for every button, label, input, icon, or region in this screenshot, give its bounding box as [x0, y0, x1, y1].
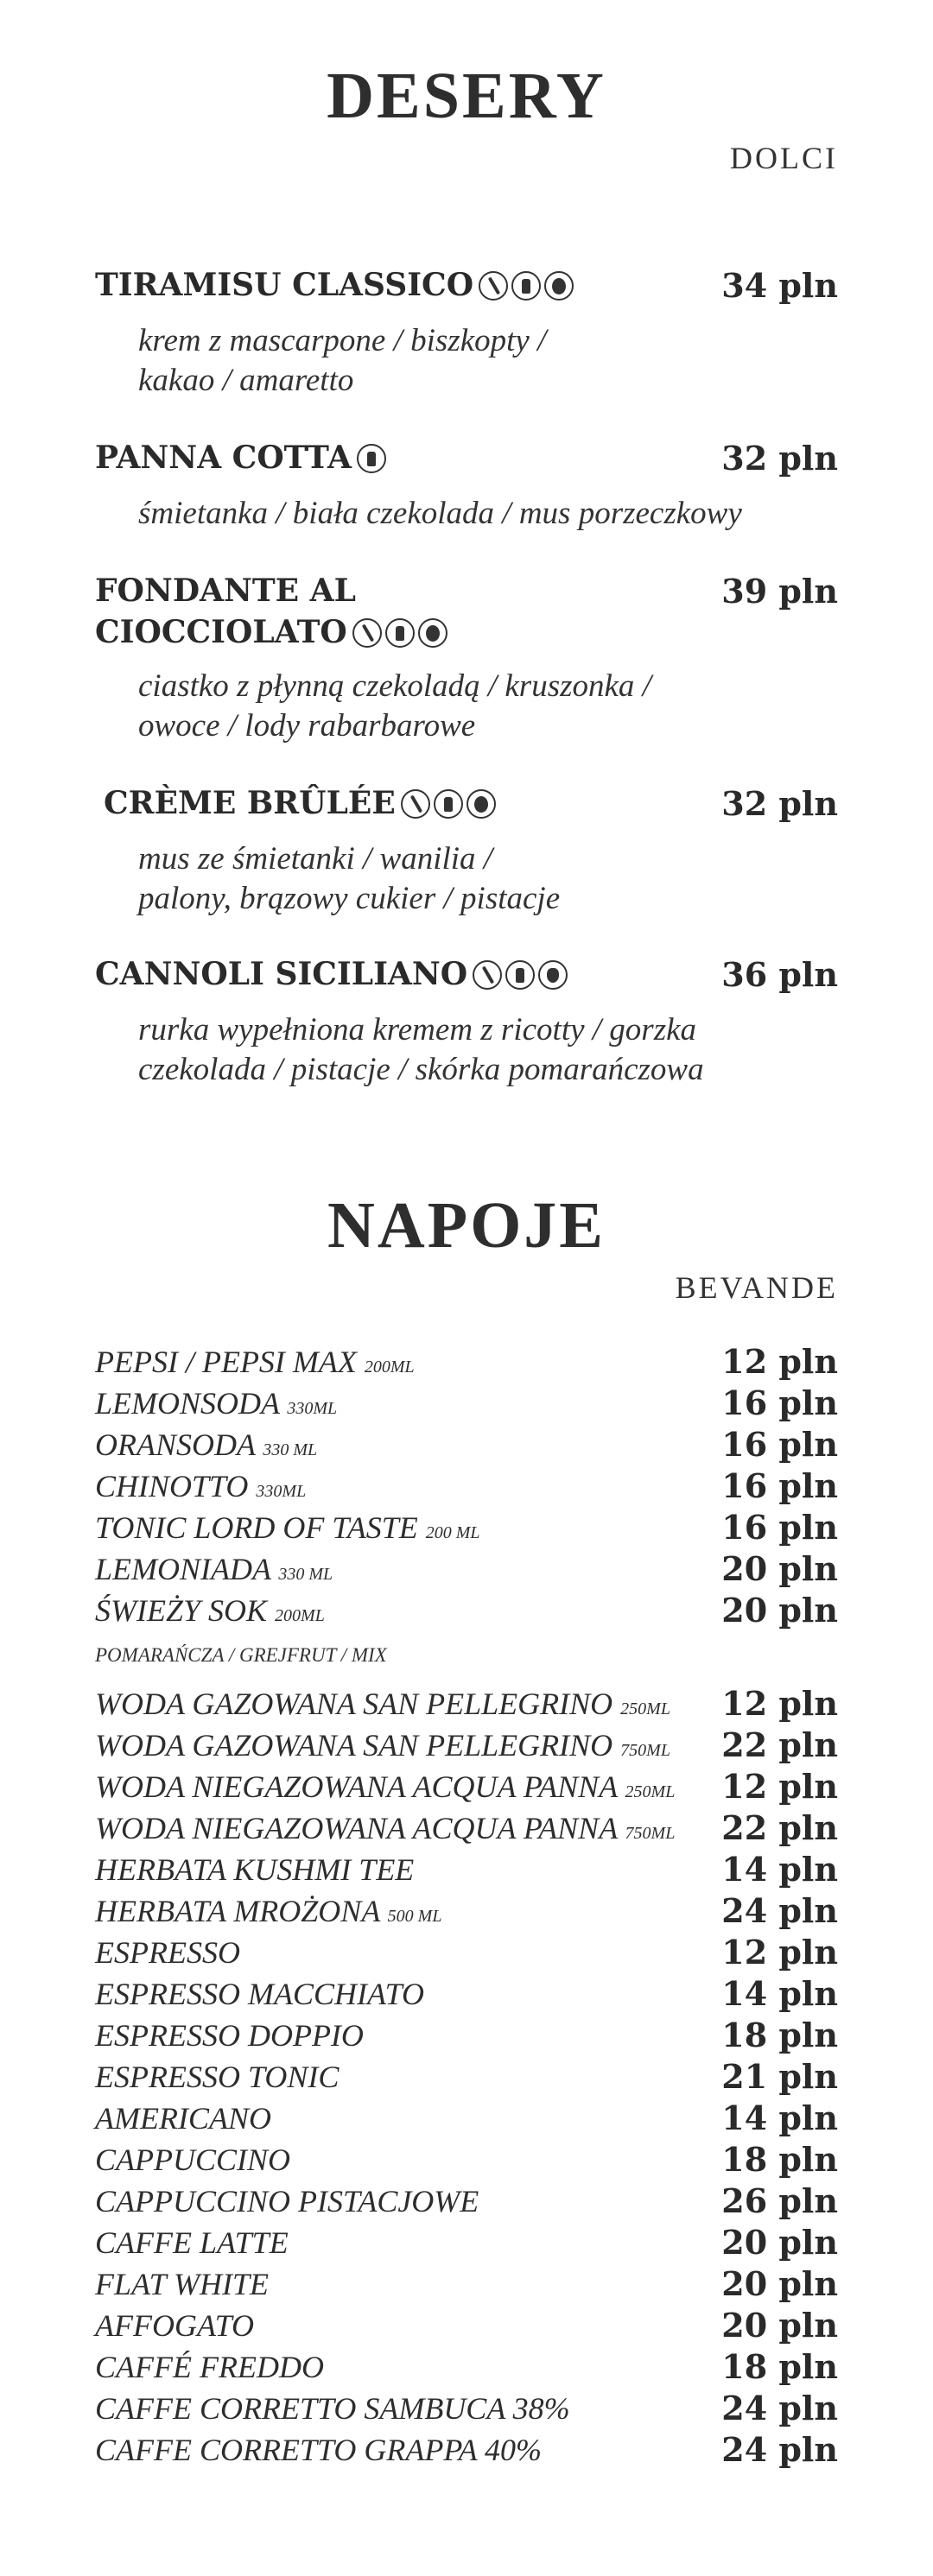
drink-price: 22 pln	[721, 1808, 838, 1847]
drink-label: WODA GAZOWANA SAN PELLEGRINO	[95, 1687, 613, 1721]
drink-label: LEMONIADA	[95, 1552, 271, 1586]
drink-name	[95, 2432, 542, 2468]
drink-name	[95, 2100, 271, 2136]
drink-volume: 250ML	[625, 1782, 676, 1801]
desery-subtitle: DOLCI	[730, 141, 838, 175]
juice-note: POMARAŃCZA / GREJFRUT / MIX	[95, 1644, 387, 1666]
dessert-description: krem z mascarpone / biszkopty / kakao / amaretto	[138, 323, 547, 398]
drink-price: 20 pln	[721, 1591, 838, 1630]
gluten-icon	[473, 960, 502, 990]
egg-icon	[466, 789, 496, 819]
drink-name	[95, 1686, 670, 1722]
drink-price: 16 pln	[721, 1425, 838, 1464]
napoje-subtitle: BEVANDE	[675, 1270, 838, 1305]
drink-volume: 330 ML	[278, 1565, 333, 1584]
drink-label: WODA GAZOWANA SAN PELLEGRINO	[95, 1728, 613, 1763]
dessert-price: 36 pln	[721, 955, 838, 994]
drink-name	[95, 1727, 670, 1763]
drink-price: 18 pln	[721, 2140, 838, 2179]
egg-icon	[544, 271, 574, 301]
dessert-name: TIRAMISU CLASSICO	[95, 264, 574, 306]
dessert-description: rurka wypełniona kremem z ricotty / gorzka czekolada / pistacje / skórka pomarańczowa	[138, 1012, 704, 1087]
dessert-price: 39 pln	[721, 572, 838, 611]
drink-name	[95, 1344, 415, 1380]
nut-icon	[538, 960, 568, 990]
drink-volume: 330ML	[287, 1399, 338, 1418]
drink-name	[95, 2266, 269, 2302]
drink-volume: 200 ML	[425, 1523, 480, 1542]
drink-label: CAPPUCCINO PISTACJOWE	[95, 2184, 479, 2218]
drink-volume: 250ML	[620, 1699, 670, 1718]
drink-name	[95, 1385, 337, 1421]
drink-price: 24 pln	[721, 2389, 838, 2427]
drink-label: CAFFE LATTE	[95, 2225, 289, 2260]
drink-label: ESPRESSO	[95, 1935, 240, 1970]
drink-price: 16 pln	[721, 1508, 838, 1547]
drink-label: CAFFE CORRETTO SAMBUCA 38%	[95, 2391, 570, 2426]
drink-price: 21 pln	[721, 2057, 838, 2096]
drink-label: ESPRESSO MACCHIATO	[95, 1977, 424, 2011]
dessert-description: mus ze śmietanki / wanilia / palony, brązowy cukier / pistacje	[138, 841, 561, 916]
dessert-name: CANNOLI SICILIANO	[95, 953, 568, 995]
drink-price: 12 pln	[721, 1767, 838, 1806]
desery-title: DESERY	[327, 60, 606, 132]
drink-price: 12 pln	[721, 1933, 838, 1972]
drink-name	[95, 2059, 339, 2095]
drink-price: 20 pln	[721, 2264, 838, 2303]
dessert-price: 32 pln	[721, 439, 838, 478]
milk-icon	[434, 789, 463, 819]
egg-icon	[418, 618, 447, 648]
drink-price: 20 pln	[721, 2306, 838, 2345]
drink-label: ŚWIEŻY SOK	[95, 1593, 268, 1628]
drink-price: 12 pln	[721, 1684, 838, 1723]
drink-name	[95, 2349, 324, 2385]
drink-label: CAFFÉ FREDDO	[95, 2350, 324, 2384]
gluten-icon	[479, 271, 508, 301]
dessert-name: CRÈME BRÛLÉE	[104, 782, 496, 824]
dessert-price: 34 pln	[721, 266, 838, 305]
milk-icon	[511, 271, 541, 301]
drink-label: ESPRESSO TONIC	[95, 2060, 340, 2094]
gluten-icon	[352, 618, 382, 648]
drink-name	[95, 1810, 675, 1846]
drink-price: 24 pln	[721, 2430, 838, 2469]
drink-volume: 330ML	[256, 1482, 307, 1501]
drink-label: AFFOGATO	[95, 2308, 254, 2343]
drink-name	[95, 2017, 364, 2054]
drink-price: 24 pln	[721, 1891, 838, 1930]
drink-label: FLAT WHITE	[95, 2267, 270, 2301]
drink-name	[95, 2307, 254, 2344]
drink-name	[95, 1551, 333, 1587]
drink-label: WODA NIEGAZOWANA ACQUA PANNA	[95, 1811, 618, 1845]
milk-icon	[357, 444, 386, 473]
drink-label: PEPSI / PEPSI MAX	[95, 1345, 357, 1379]
napoje-title: NAPOJE	[327, 1189, 606, 1262]
drink-volume: 330 ML	[263, 1440, 318, 1459]
drink-name	[95, 2225, 289, 2261]
drink-label: TONIC LORD OF TASTE	[95, 1510, 418, 1545]
drink-name	[95, 1851, 414, 1888]
drink-price: 16 pln	[721, 1466, 838, 1505]
drink-label: CAFFE CORRETTO GRAPPA 40%	[95, 2433, 542, 2467]
dessert-description: ciastko z płynną czekoladą / kruszonka / owoce / lody rabarbarowe	[138, 668, 651, 744]
dessert-name: PANNA COTTA	[95, 437, 386, 478]
dessert-name: FONDANTE AL CIOCCIOLATO	[95, 570, 447, 653]
dessert-description: śmietanka / biała czekolada / mus porzeczkowy	[138, 496, 742, 531]
drink-price: 18 pln	[721, 2347, 838, 2386]
drink-name	[95, 1976, 424, 2012]
drink-label: CHINOTTO	[95, 1469, 249, 1503]
gluten-icon	[401, 789, 430, 819]
drink-price: 16 pln	[721, 1383, 838, 1422]
drink-name	[95, 1934, 240, 1971]
drink-price: 14 pln	[721, 1850, 838, 1889]
drink-name	[95, 1592, 325, 1629]
drink-label: HERBATA KUSHMI TEE	[95, 1852, 415, 1887]
drink-price: 26 pln	[721, 2181, 838, 2220]
drink-price: 20 pln	[721, 2223, 838, 2262]
drink-volume: 200ML	[364, 1358, 415, 1377]
drink-price: 12 pln	[721, 1342, 838, 1381]
milk-icon	[505, 960, 535, 990]
drink-label: ESPRESSO DOPPIO	[95, 2018, 364, 2053]
drink-price: 14 pln	[721, 2098, 838, 2137]
drink-name	[95, 2390, 570, 2427]
drink-price: 18 pln	[721, 2016, 838, 2054]
drink-name	[95, 2183, 479, 2219]
milk-icon	[385, 618, 415, 648]
drink-label: LEMONSODA	[95, 1386, 280, 1421]
drink-label: CAPPUCCINO	[95, 2142, 291, 2177]
dessert-price: 32 pln	[721, 784, 838, 823]
drink-label: HERBATA MROŻONA	[95, 1894, 380, 1928]
drink-volume: 200ML	[275, 1606, 325, 1625]
drink-name	[95, 1893, 441, 1929]
drink-volume: 750ML	[625, 1824, 676, 1843]
drink-price: 22 pln	[721, 1725, 838, 1764]
drink-name	[95, 2142, 290, 2178]
drink-name	[95, 1510, 480, 1546]
drink-price: 14 pln	[721, 1974, 838, 2013]
drink-label: ORANSODA	[95, 1427, 256, 1462]
drink-name	[95, 1468, 306, 1504]
drink-volume: 750ML	[620, 1741, 670, 1760]
drink-price: 20 pln	[721, 1549, 838, 1588]
drink-volume: 500 ML	[387, 1907, 442, 1926]
drink-name	[95, 1427, 317, 1463]
drink-label: WODA NIEGAZOWANA ACQUA PANNA	[95, 1769, 618, 1804]
drink-name	[95, 1769, 675, 1805]
drink-label: AMERICANO	[95, 2101, 271, 2136]
